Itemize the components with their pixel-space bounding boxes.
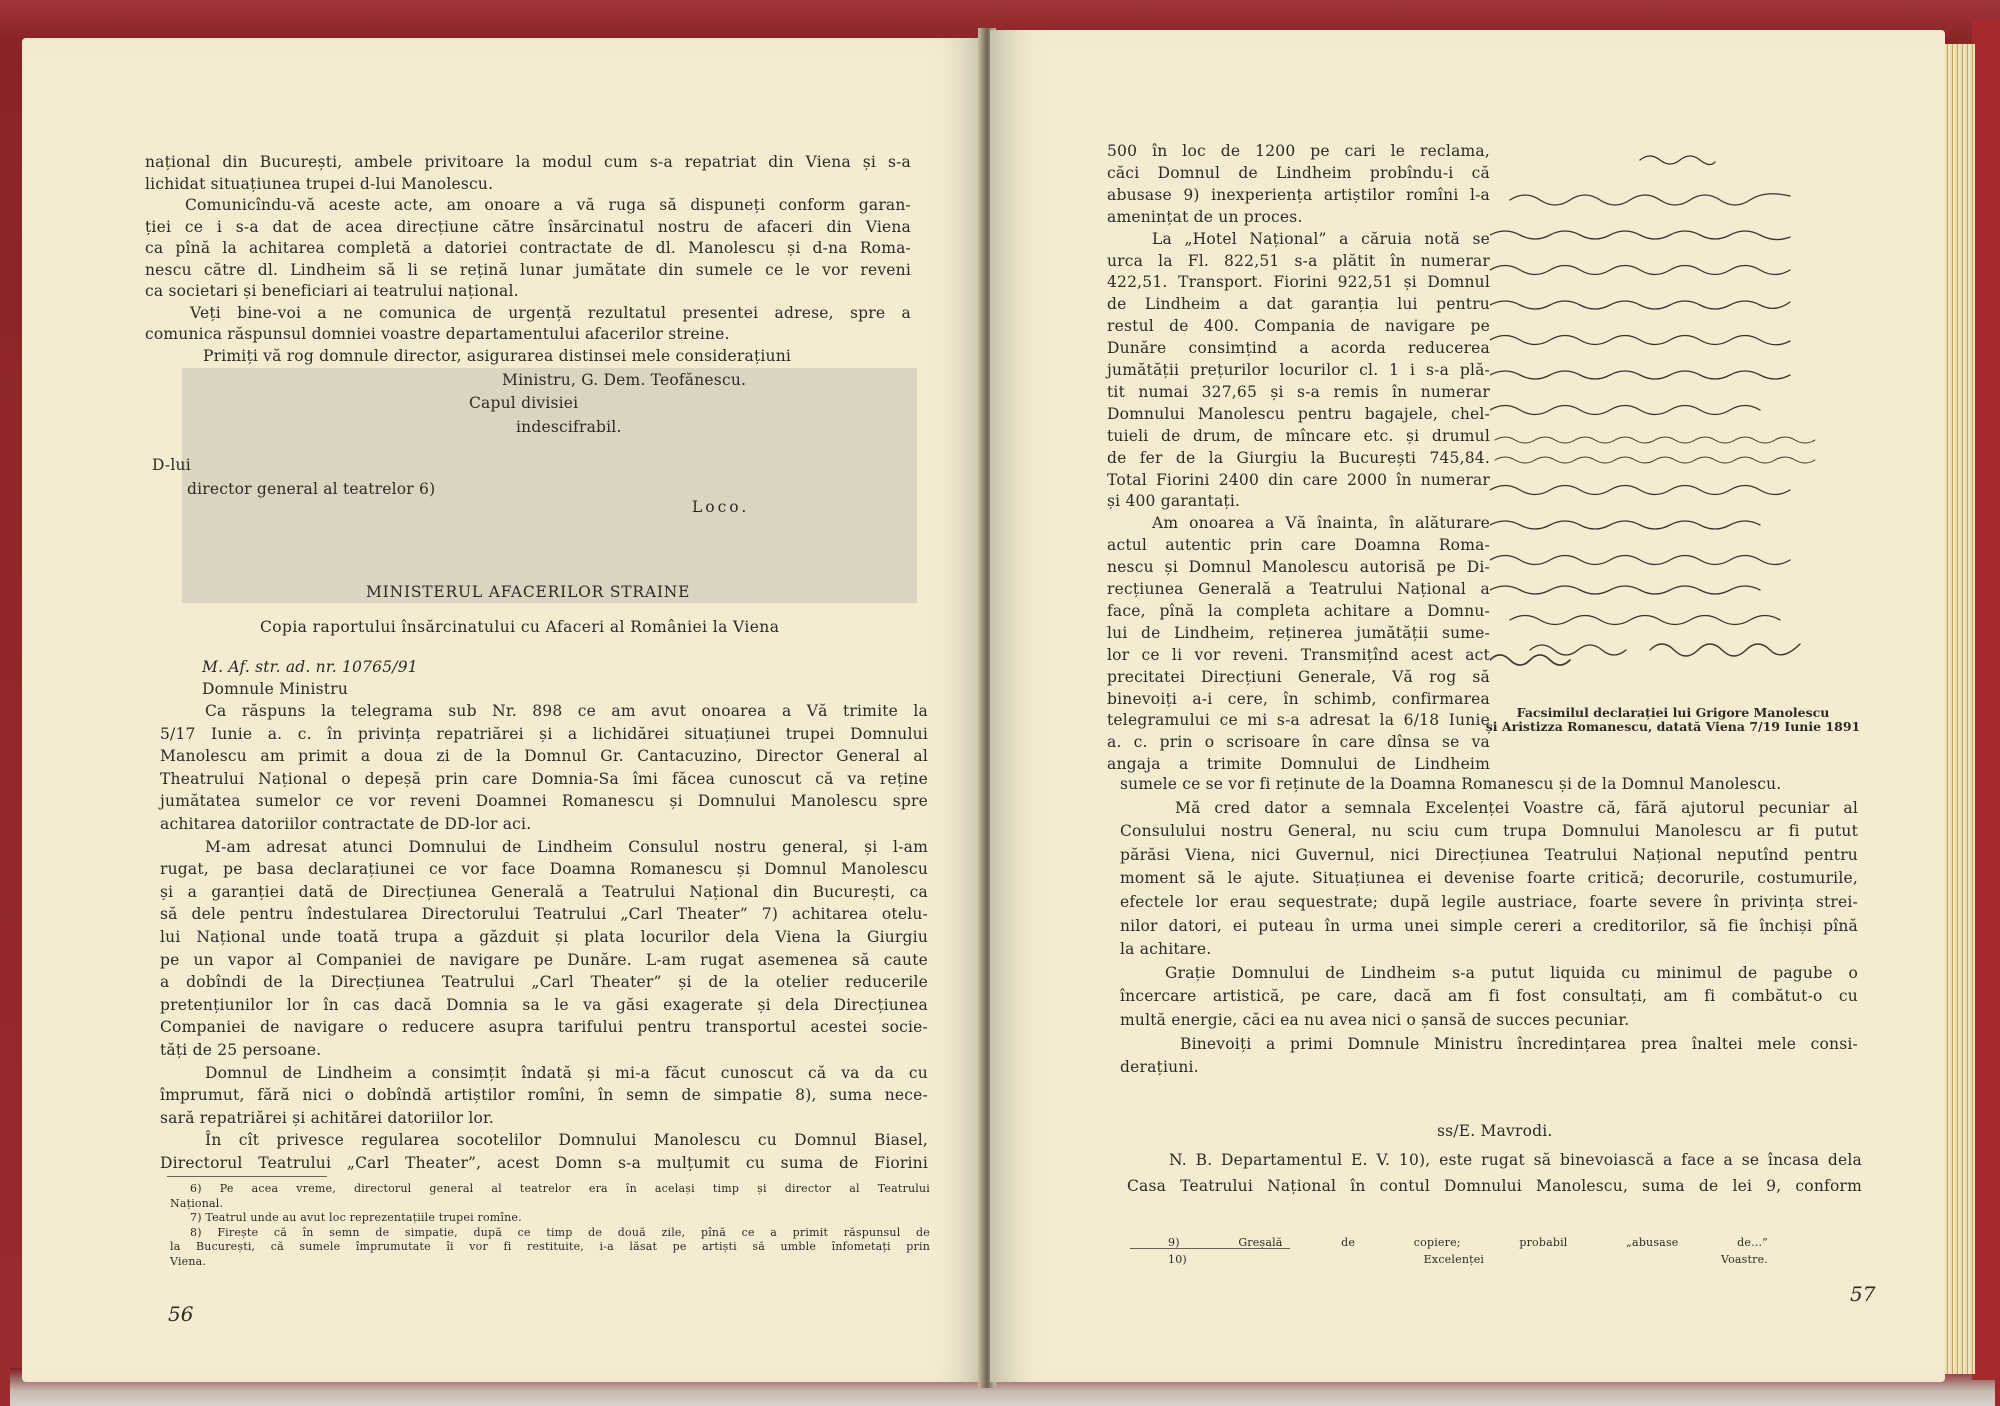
- loco-label: Loco.: [692, 498, 750, 516]
- text-line: 9) Greșală de copiere; probabil „abusase de...”: [1168, 1236, 1768, 1249]
- text-line: Domnul de Lindheim a consimțit îndată și mi-a făcut cunoscut că va da cu: [205, 1063, 928, 1082]
- text-line: și 400 garantați.: [1107, 492, 1241, 511]
- text-line: nescu către dl. Lindheim să li se rețină lunar jumătate din sumele ce le vor reveni: [145, 260, 911, 279]
- text-line: lui Național unde toată trupa a găzduit și plata locurilor dela Viena la Giurgiu: [160, 928, 928, 946]
- text-line: Ca răspuns la telegrama sub Nr. 898 ce am avut onoarea a Vă trimite la: [205, 702, 928, 720]
- footnote-rule: [167, 1176, 327, 1177]
- text-line: lichidat situațiunea trupei d-lui Manolescu.: [145, 174, 494, 193]
- text-line: derațiuni.: [1120, 1058, 1199, 1077]
- text-line: tăți de 25 persoane.: [160, 1041, 322, 1059]
- salutation: Domnule Ministru: [202, 680, 349, 698]
- handwriting-image: [1490, 140, 1835, 675]
- text-line: face, pînă la completa achitare a Domnu-: [1107, 601, 1490, 620]
- text-line: rugat, pe basa declarațiunei ce vor face Doamna Romanescu și Domnul Manolescu: [160, 860, 928, 879]
- text-line: ca pînă la achitarea completă a datoriei contractate de dl. Manolescu și d-na Roma-: [145, 239, 911, 257]
- text-line: nilor datori, ei puteau în urma unei simple cereri a creditorilor, să fie închiși pînă: [1120, 916, 1858, 935]
- text-line: Casa Teatrului Național în contul Domnului Manolescu, suma de lei 9, conform: [1127, 1177, 1862, 1195]
- text-line: 5/17 Iunie a. c. în privința repatriărei și a lichidărei situațiunei trupei Domnului: [160, 724, 928, 743]
- text-line: comunica răspunsul domniei voastre departamentului afacerilor streine.: [145, 325, 730, 343]
- text-line: Manolescu am primit a doua zi de la Domnul Gr. Cantacuzino, Director General al: [160, 747, 928, 766]
- text-line: M-am adresat atunci Domnului de Lindheim Consulul nostru general, și l-am: [205, 837, 928, 856]
- text-line: Am onoarea a Vă înainta, în alăturare: [1152, 514, 1490, 533]
- text-line: de fer de la Giurgiu la București 745,84.: [1107, 448, 1490, 467]
- text-line: lui de Lindheim, reținerea jumătății sume-: [1107, 623, 1490, 642]
- text-line: a dobîndi de la Direcțiunea Teatrului „Carl Theater” și de la otelier reducerile: [160, 973, 928, 992]
- right-page: [990, 30, 1945, 1382]
- addressee-line-1: D-lui: [152, 456, 191, 474]
- ministry-heading: MINISTERUL AFACERILOR STRAINE: [366, 583, 691, 601]
- minister-signature: Ministru, G. Dem. Teofănescu.: [502, 371, 747, 389]
- text-line: angaja a trimite Domnului de Lindheim: [1107, 755, 1490, 774]
- facsimile-caption: [1478, 706, 1868, 734]
- text-line: căci Domnul de Lindheim probîndu-i că: [1107, 163, 1490, 182]
- text-line: să dele pentru îndestularea Directorului Teatrului „Carl Theater” 7) achitarea otelu-: [160, 905, 928, 924]
- text-line: telegramului ce mi s-a adresat la 6/18 Iunie: [1107, 711, 1490, 730]
- text-line: pretențiunilor lor în cas dacă Domnia sa le va găsi exagerate și dela Direcțiunea: [160, 995, 928, 1014]
- text-line: abusase 9) inexperiența artiștilor romîni l-a: [1107, 185, 1490, 204]
- text-line: tit numai 327,65 și s-a remis în numerar: [1107, 382, 1490, 401]
- text-line: Veți bine-voi a ne comunica de urgență rezultatul presentei adrese, spre a: [190, 303, 911, 322]
- text-line: lor ce li vor reveni. Transmițînd acest act: [1107, 645, 1490, 664]
- text-line: moment să le ajute. Situațiunea ei devenise foarte critică; decorurile, costumurile,: [1120, 869, 1858, 888]
- text-line: În cît privesce regularea socotelilor Domnului Manolescu cu Domnul Biasel,: [205, 1131, 928, 1150]
- division-head: Capul divisiei: [469, 394, 579, 412]
- text-line: urca la Fl. 822,51 s-a plătit în numerar: [1107, 251, 1490, 270]
- text-line: Viena.: [170, 1255, 207, 1268]
- text-line: Grație Domnului de Lindheim s-a putut liquida cu minimul de pagube o: [1165, 963, 1858, 982]
- text-line: Companiei de navigare o reducere asupra tarifului pentru transportul acestei socie-: [160, 1018, 928, 1037]
- text-line: 7) Teatrul unde au avut loc reprezentațiile trupei romîne.: [190, 1211, 522, 1225]
- text-line: sumele ce se vor fi reținute de la Doamna Romanescu și de la Domnul Manolescu.: [1120, 775, 1782, 793]
- text-line: Mă cred dator a semnala Excelenței Voastre că, fără ajutorul pecuniar al: [1175, 798, 1858, 817]
- report-heading: Copia raportului însărcinatului cu Afaceri al României la Viena: [260, 618, 780, 636]
- addressee-line-2: director general al teatrelor 6): [187, 480, 436, 498]
- text-line: sară repatriărei și achitărei datoriilor lor.: [160, 1108, 495, 1127]
- text-line: împrumut, fără nici o dobîndă artiștilor romîni, în semn de simpatie 8), suma nece-: [160, 1086, 928, 1105]
- text-line: pe un vapor al Companiei de navigare pe Dunăre. L-am rugat asemenea să caute: [160, 950, 928, 969]
- text-line: 10) Excelenței Voastre.: [1168, 1253, 1768, 1266]
- reference-number: M. Af. str. ad. nr. 10765/91: [202, 658, 418, 676]
- left-page: [22, 38, 984, 1382]
- text-line: la București, că sumele împrumutate îi vor fi restituite, i-a lăsat pe artiști să umble înfometați prin: [170, 1240, 930, 1254]
- text-line: Directorul Teatrului „Carl Theater”, acest Domn s-a mulțumit cu suma de Fiorini: [160, 1154, 928, 1172]
- text-line: ției ce i s-a dat de acea direcțiune către însărcinatul nostru de afaceri din Viena: [145, 217, 911, 236]
- text-line: de Lindheim a dat garanția lui pentru: [1107, 295, 1490, 314]
- text-line: ca societari și beneficiari ai teatrului național.: [145, 282, 519, 300]
- text-line: achitarea datoriilor contractate de DD-lor aci.: [160, 815, 532, 833]
- text-line: jumătății prețurilor locurilor cl. 1 i s-a plă-: [1107, 361, 1490, 379]
- text-line: Theatrului Național o depeșă prin care Domnia-Sa îmi făcea cunoscut că va reține: [160, 769, 928, 788]
- text-line: precitatei Direcțiuni Generale, Vă rog să: [1107, 667, 1490, 686]
- text-line: recțiunea Generală a Teatrului Național a: [1107, 580, 1490, 598]
- text-line: Consulului nostru General, nu sciu cum trupa Domnului Manolescu ar fi putut: [1120, 822, 1858, 841]
- page-number-left: 56: [168, 1302, 194, 1326]
- text-line: 500 în loc de 1200 pe cari le reclama,: [1107, 142, 1490, 160]
- text-line: Comunicîndu-vă aceste acte, am onoare a vă ruga să dispuneți conform garan-: [185, 196, 911, 214]
- text-line: efectele lor erau sequestrate; după legile austriace, foarte severe în privința strei-: [1120, 893, 1858, 911]
- signature-mavrodi: ss/E. Mavrodi.: [1437, 1122, 1553, 1140]
- text-line: N. B. Departamentul E. V. 10), este rugat să binevoiască a face a se încasa dela: [1169, 1151, 1862, 1169]
- text-line: încercare artistică, pe care, dacă am fi fost consultați, am fi combătut-o cu: [1120, 987, 1858, 1006]
- text-line: părăsi Viena, nici Guvernul, nici Direcțiunea Teatrului Național neputînd pentru: [1120, 845, 1858, 864]
- text-line: și a garanției dată de Direcțiunea Generală a Teatrului Național din București, ca: [160, 882, 928, 901]
- text-line: multă energie, căci ea nu avea nici o șansă de succes pecuniar.: [1120, 1011, 1630, 1029]
- handwritten-facsimile: [1490, 140, 1835, 675]
- text-line: Binevoiți a primi Domnule Ministru încredințarea prea înaltei mele consi-: [1180, 1034, 1858, 1053]
- text-line: Total Fiorini 2400 din care 2000 în numerar: [1107, 470, 1490, 489]
- text-line: Domnului Manolescu pentru bagajele, chel-: [1107, 404, 1490, 423]
- text-line: La „Hotel Național” a căruia notă se: [1152, 229, 1490, 248]
- text-line: a. c. prin o scrisoare în care dînsa se va: [1107, 733, 1490, 752]
- text-line: național din București, ambele privitoare la modul cum s-a repatriat din Viena și s-a: [145, 153, 911, 171]
- book-cover-edge: [1972, 20, 2000, 1380]
- text-line: binevoiți a-i cere, în schimb, confirmarea: [1107, 689, 1490, 708]
- text-line: 8) Firește că în semn de simpatie, după ce timp de două zile, pînă ce a primit răspunsul de: [190, 1225, 930, 1239]
- text-line: restul de 400. Compania de navigare pe: [1107, 317, 1490, 336]
- text-line: 6) Pe acea vreme, directorul general al teatrelor era în același timp și director al Teatrului: [190, 1182, 930, 1195]
- text-line: Dunăre consimțind a acorda reducerea: [1107, 339, 1490, 358]
- text-line: la achitare.: [1120, 940, 1212, 959]
- text-line: amenințat de un proces.: [1107, 207, 1303, 226]
- text-line: Național.: [170, 1196, 224, 1210]
- page-stack-edge: [1945, 44, 1975, 1374]
- text-line: jumătatea sumelor ce vor reveni Doamnei Romanescu și Domnului Manolescu spre: [160, 792, 928, 811]
- caption-line-1: Facsimilul declarației lui Grigore Manolescu: [1516, 705, 1830, 720]
- text-line: tuieli de drum, de mîncare etc. și drumul: [1107, 426, 1490, 445]
- text-line: 422,51. Transport. Fiorini 922,51 și Domnul: [1107, 273, 1490, 292]
- page-number-right: 57: [1850, 1282, 1876, 1306]
- text-line: Primiți vă rog domnule director, asigurarea distinsei mele considerațiuni: [203, 346, 792, 365]
- illegible-signature: indescifrabil.: [516, 418, 622, 436]
- text-line: actul autentic prin care Doamna Roma-: [1107, 536, 1490, 555]
- text-line: nescu și Domnul Manolescu autorisă pe Di-: [1107, 558, 1490, 577]
- caption-line-2: și Aristizza Romanescu, datată Viena 7/19 Iunie 1891: [1485, 719, 1861, 734]
